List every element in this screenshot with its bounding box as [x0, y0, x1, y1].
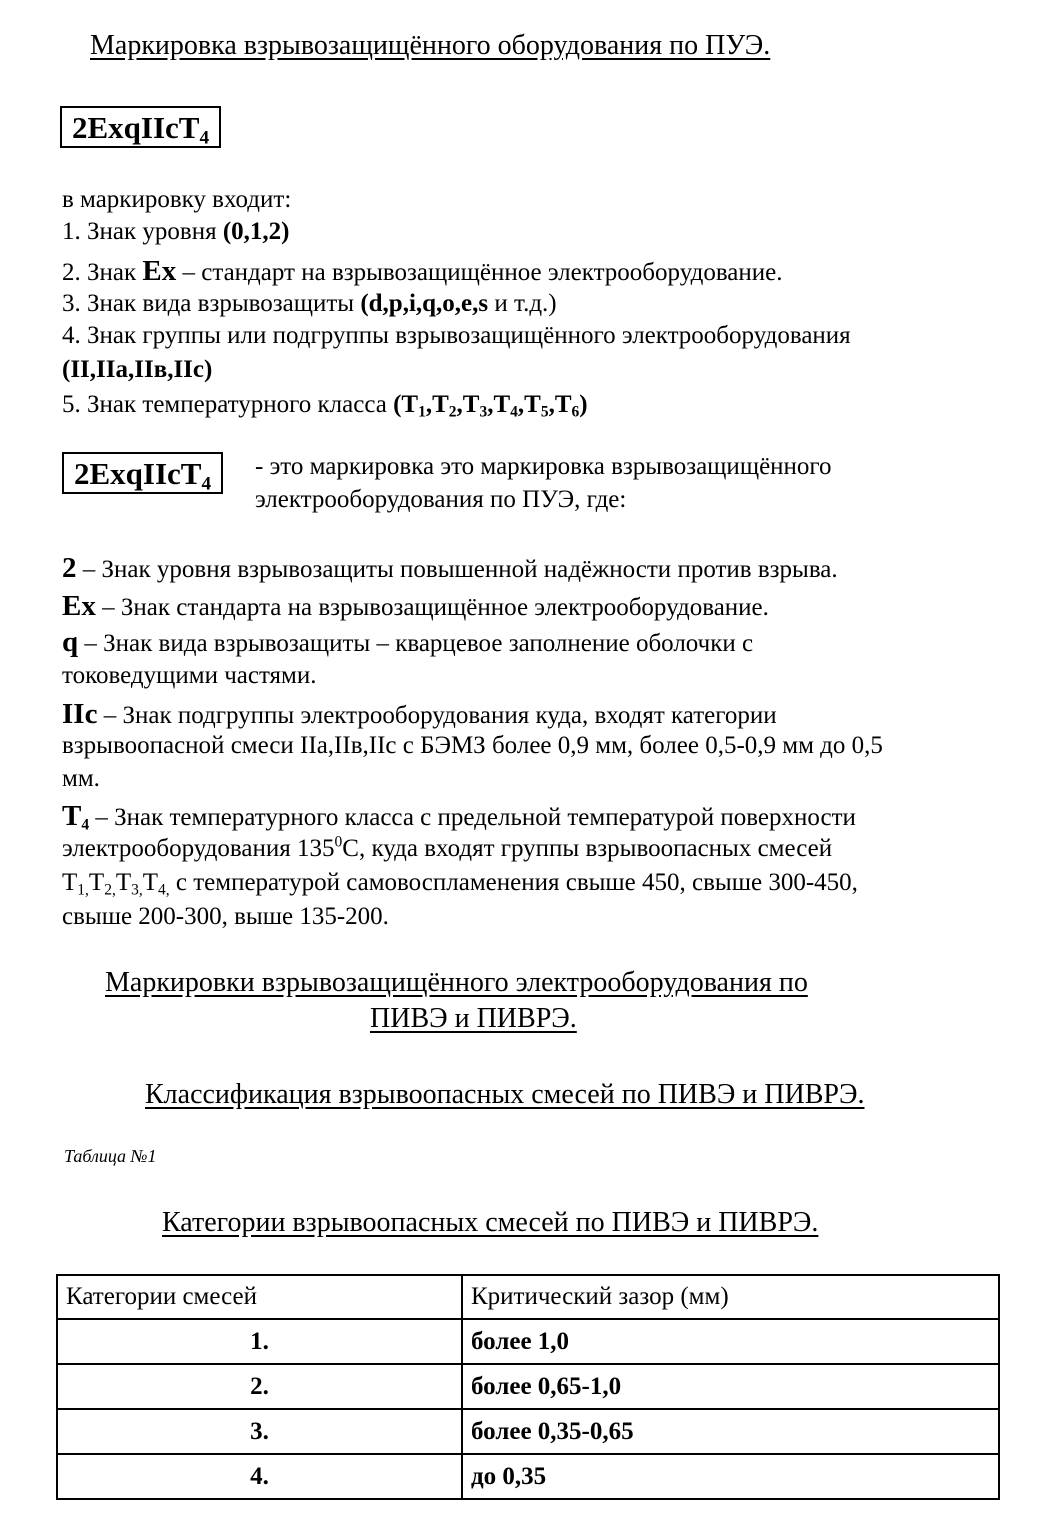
list-item: 3. Знак вида взрывозащиты (d,p,i,q,o,e,s и т.д.): [62, 290, 557, 317]
category-cell: 2.: [57, 1364, 462, 1409]
list-item-continuation: (II,IIa,IIв,IIc): [62, 356, 213, 383]
marking-code: 2ExqIIcT: [74, 456, 202, 491]
marking-code: 2ExqIIcT: [72, 110, 200, 145]
definition-protection-type: q – Знак вида взрывозащиты – кварцевое заполнение оболочки с: [62, 626, 754, 658]
definition-temperature-class-continuation: свыше 200-300, выше 135-200.: [62, 903, 389, 930]
category-cell: 3.: [57, 1409, 462, 1454]
marking-description-continuation: электрооборудования по ПУЭ, где:: [255, 486, 627, 513]
definition-subgroup-continuation: взрывоопасной смеси IIa,IIв,IIc с БЭМЗ более 0,9 мм, более 0,5-0,9 мм до 0,5: [62, 732, 883, 759]
definition-protection-type-continuation: токоведущими частями.: [62, 662, 317, 689]
page-title: Маркировка взрывозащищённого оборудования по ПУЭ.: [90, 30, 771, 61]
gap-cell: более 0,35-0,65: [462, 1409, 999, 1454]
list-item: 2. Знак Ex – стандарт на взрывозащищённое электрооборудование.: [62, 255, 783, 287]
definition-level: 2 – Знак уровня взрывозащиты повышенной надёжности против взрыва.: [62, 552, 838, 584]
list-item: 4. Знак группы или подгруппы взрывозащищённого электрооборудования: [62, 322, 851, 349]
categories-table: [56, 1274, 1000, 1500]
category-cell: 1.: [57, 1319, 462, 1364]
table-row: [57, 1319, 999, 1364]
gap-cell: более 1,0: [462, 1319, 999, 1364]
category-cell: 4.: [57, 1454, 462, 1499]
definition-subgroup-continuation: мм.: [62, 765, 100, 792]
marking-code-box: [62, 452, 223, 494]
list-item: 1. Знак уровня (0,1,2): [62, 218, 290, 245]
table-caption: Таблица №1: [64, 1146, 157, 1166]
definition-temperature-class: $T_4$ – Знак температурного класса с предельной температурой поверхности: [62, 800, 856, 834]
list-item: 5. Знак температурного класса $(T_1,T_2,T_3,T_4,T_5,T_6)$: [62, 391, 588, 421]
section-title: Маркировки взрывозащищённого электрооборудования по: [105, 967, 808, 998]
marking-code-subscript: 4: [199, 127, 210, 149]
gap-cell: более 0,65-1,0: [462, 1364, 999, 1409]
marking-description: - это маркировка это маркировка взрывозащищённого: [255, 453, 832, 480]
table-header-row: [57, 1275, 999, 1319]
definition-standard: Ex – Знак стандарта на взрывозащищённое электрооборудование.: [62, 590, 769, 622]
table-title: Категории взрывоопасных смесей по ПИВЭ и ПИВРЭ.: [162, 1207, 819, 1238]
table-row: [57, 1409, 999, 1454]
table-row: [57, 1364, 999, 1409]
marking-code-subscript: 4: [201, 473, 212, 495]
table-row: [57, 1454, 999, 1499]
column-header: Критический зазор (мм): [462, 1275, 999, 1319]
definition-temperature-class-continuation: $T_{1,}T_{2,}T_{3,}T_{4,}$ с температурой самовоспламенения свыше 450, свыше 300-450,: [62, 869, 858, 899]
section-title-continuation: ПИВЭ и ПИВРЭ.: [370, 1003, 577, 1034]
section-title: Классификация взрывоопасных смесей по ПИВЭ и ПИВРЭ.: [145, 1079, 865, 1110]
marking-code-box: [60, 106, 221, 148]
intro-text: в маркировку входит:: [62, 186, 292, 213]
gap-cell: до 0,35: [462, 1454, 999, 1499]
definition-subgroup: IIc – Знак подгруппы электрооборудования куда, входят категории: [62, 698, 777, 730]
column-header: Категории смесей: [57, 1275, 462, 1319]
definition-temperature-class-continuation: электрооборудования $135^0С$, куда входят группы взрывоопасных смесей: [62, 833, 833, 862]
